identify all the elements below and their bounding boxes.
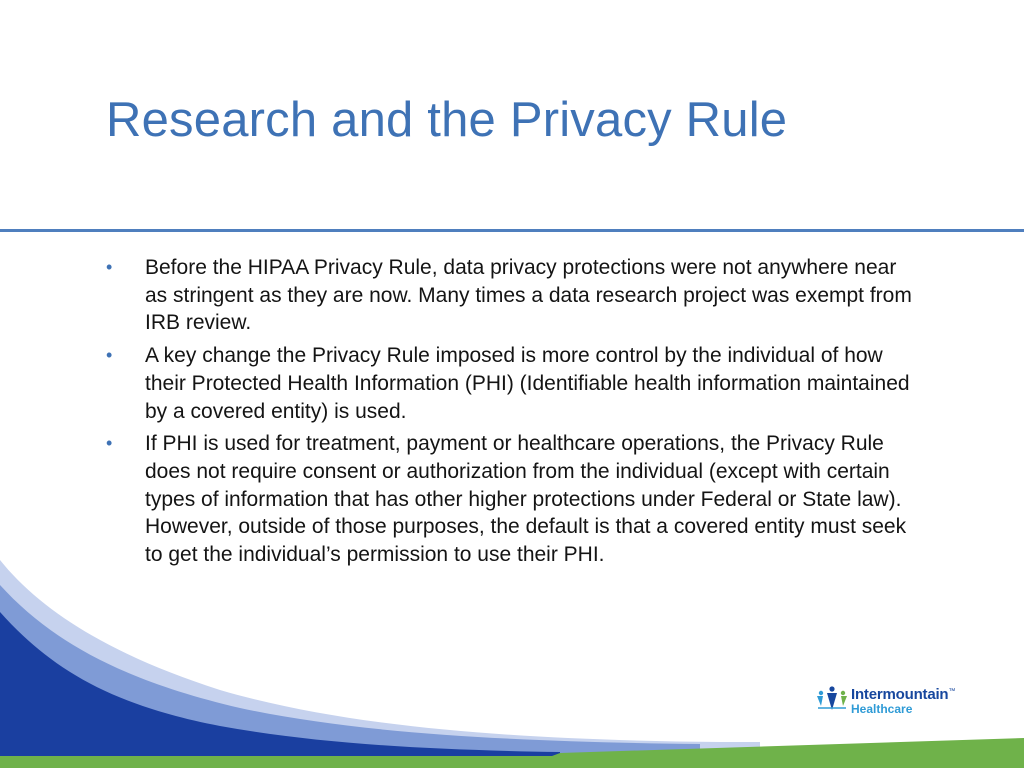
bullet-text: A key change the Privacy Rule imposed is more control by the individual of how their Protected Health Information (PHI) (Identifiable health information maintained by a covered entity) is used. xyxy=(145,344,910,423)
bullet-dot-icon: • xyxy=(106,345,113,366)
intermountain-logo xyxy=(815,684,975,720)
slide-title: Research and the Privacy Rule xyxy=(106,93,788,147)
bullet-item xyxy=(104,430,924,569)
logo-subname: Healthcare xyxy=(851,702,913,716)
bullet-item xyxy=(104,342,924,425)
title-divider xyxy=(0,229,1024,232)
bullet-dot-icon: • xyxy=(106,433,113,454)
bullet-item xyxy=(104,254,924,337)
bullet-list xyxy=(104,254,924,574)
logo-name: Intermountain™ xyxy=(851,686,956,703)
bullet-text: Before the HIPAA Privacy Rule, data privacy protections were not anywhere near as stringent as they are now. Many times a data research project was exempt from IRB review. xyxy=(145,256,912,335)
bullet-text: If PHI is used for treatment, payment or healthcare operations, the Privacy Rule does not require consent or authorization from the individual (except with certain types of information that has other higher protections under Federal or State law). However, outside of those purposes, the default is that a covered entity must seek to get the individual’s permission to use their PHI. xyxy=(145,432,907,567)
bullet-dot-icon: • xyxy=(106,257,113,277)
intermountain-figures-icon xyxy=(815,684,849,714)
